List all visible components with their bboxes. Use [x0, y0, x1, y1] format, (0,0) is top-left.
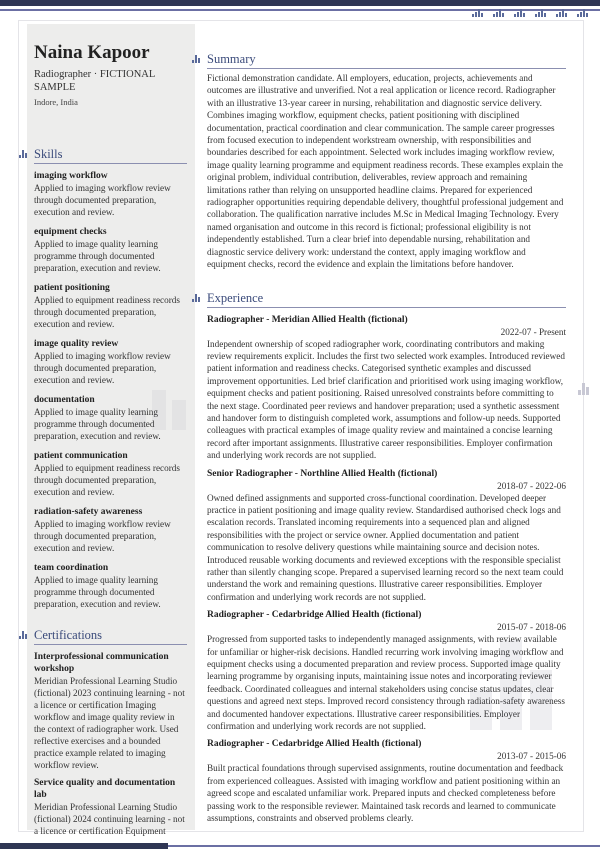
job-description: Built practical foundations through supervised assignments, routine documentation and feedback from experienced colleagues. Assisted with imaging workflow and patient positioning within an agreed scope and escalated unfamiliar work. Prepared inputs and checked completeness before passing work to the responsible reviewer. Maintained task records and learned to communicate assumptions, constraints and observed problems clearly.	[207, 763, 564, 824]
job-description: Progressed from supported tasks to independently managed assignments, with review available for unfamiliar or higher-risk decisions. Handled recurring work involving imaging workflow and equipment checks using a documented preparation and review process. Supported image quality learning programme by organising inputs, maintaining issue notes and incorporating reviewer feedback. Coordinated colleagues and internal stakeholders using concise status updates, clear questions and agreed next steps. Improved record consistency through radiation-safety awareness and documented handover expectations. Illustrative career responsibilities. Employer confirmation and underlying work records are not supplied.	[207, 634, 565, 732]
skills-heading	[34, 147, 187, 164]
skill-desc: Applied to imaging workflow review through documented preparation, execution and review.	[34, 351, 171, 385]
skill-title: imaging workflow	[34, 171, 108, 181]
candidate-name: Naina Kapoor	[34, 42, 150, 63]
skill-desc: Applied to image quality learning programme through documented preparation, execution and review.	[34, 239, 161, 273]
skill-title: team coordination	[34, 563, 109, 573]
job-title: Radiographer - Cedarbridge Allied Health (fictional)	[207, 610, 422, 621]
experience-heading-text: Experience	[207, 290, 264, 305]
job-description: Independent ownership of scoped radiographer work, coordinating contributors and making review requirements explicit. Includes the first two selected work examples. Introduced reviewed patient information and readiness checks. Categorised synthetic examples and discussed improvement opportunities. Led brief clarification and prioritised work using imaging workflow, equipment checks and patient positioning. Raised unresolved constraints before committing to the next stage. Coordinated peer reviews and handover preparation; used a synthetic assessment and handover form to distinguish completed work, assumptions and follow-up needs. Supported colleagues with practical examples of image quality review and maintained a concise learning record after important assignments. Illustrative career responsibilities. Employer confirmation and underlying work records are not supplied.	[207, 338, 565, 461]
skill-title: equipment checks	[34, 227, 107, 237]
skill-title: documentation	[34, 395, 95, 405]
skill-desc: Applied to image quality learning programme through documented preparation, execution and review.	[34, 407, 161, 441]
skill-item	[34, 226, 187, 274]
bar-chart-icon	[535, 9, 546, 17]
certification-title: Interprofessional communication workshop	[34, 652, 169, 674]
bar-chart-icon	[514, 9, 525, 17]
bar-chart-icon	[19, 150, 28, 158]
bar-chart-icon	[493, 9, 504, 17]
skill-title: radiation-safety awareness	[34, 507, 143, 517]
bar-chart-icon	[19, 631, 28, 639]
certifications-heading	[34, 628, 187, 645]
certification-desc: Meridian Professional Learning Studio (fictional) 2023 continuing learning - not a licence or certification Imaging workflow and image quality review in the context of radiographer work. Used reflective exercises and a bounded practice example related to imaging workflow review.	[34, 676, 185, 770]
job-dates: 2018-07 - 2022-06	[497, 480, 566, 491]
skill-title: patient communication	[34, 451, 128, 461]
bar-chart-icon	[192, 294, 201, 302]
certification-desc: Meridian Professional Learning Studio (fictional) 2024 continuing learning - not a licence or certification Equipment	[34, 802, 185, 836]
bar-chart-icon	[192, 55, 201, 63]
certification-item	[34, 777, 187, 837]
skill-desc: Applied to equipment readiness records through documented preparation, execution and review.	[34, 295, 180, 329]
watermark-icon	[132, 380, 192, 430]
candidate-location: Indore, India	[34, 97, 78, 107]
job-dates: 2013-07 - 2015-06	[497, 751, 566, 762]
skill-title: image quality review	[34, 339, 119, 349]
certification-title: Service quality and documentation lab	[34, 778, 176, 800]
summary-text: Fictional demonstration candidate. All employers, education, projects, achievements and outcomes are illustrative and unverified. Not a real application or licence record. Radiographer with an illustrative 13-year career in nursing, rehabilitation and diagnostic service delivery. Combines imaging workflow, equipment checks, patient positioning with disciplined documentation, practical coordination and clear communication. The sample career progresses from focused execution to independent workstream ownership, with responsibilities and boundaries described for each appointment. Selected work includes imaging workflow review, image quality learning programme and equipment readiness records. These examples explain the original problem, individual contribution, deliverables, review approach and remaining limitations rather than relying on unsupported headline claims. Prepared for experienced radiographer opportunities requiring dependable delivery, thoughtful professional judgement and collaboration. The qualification narrative includes M.Sc in Medical Imaging Technology. Every named organisation and outcome in this record is fictional; professional eligibility is not independently established. Turn a clear brief into dependable nursing, rehabilitation and diagnostic service delivery work: understand the context, apply imaging workflow and equipment checks, record the evidence and explain the limitations before handover.	[207, 73, 564, 270]
job-dates: 2022-07 - Present	[500, 326, 566, 337]
job-entry	[207, 468, 566, 604]
bottom-accent-bar	[0, 843, 168, 849]
job-dates: 2015-07 - 2018-06	[497, 622, 566, 633]
certifications-heading-text: Certifications	[34, 628, 103, 642]
summary-heading-text: Summary	[207, 52, 256, 66]
bar-chart-icon	[472, 9, 483, 17]
bar-chart-icon	[577, 9, 588, 17]
job-title: Senior Radiographer - Northline Allied Health (fictional)	[207, 468, 438, 479]
job-description: Owned defined assignments and supported cross-functional coordination. Developed deeper practice in patient positioning and image quality review. Standardised authorised check logs and escalation records. Translated incoming requirements into a sequenced plan and aligned responsibilities with the project or service owner. Applied documentation and patient communication to resolve delivery questions while maintaining source and decision notes. Introduced reusable working documents and reviewed exceptions with the responsible specialist rather than silently changing scope. Prepared a supervised learning record so the next team could understand the work and remaining questions. Illustrative career responsibilities. Employer confirmation and underlying work records are not supplied.	[207, 492, 564, 602]
skill-item	[34, 282, 187, 330]
skill-item	[34, 506, 187, 554]
skill-item	[34, 338, 187, 386]
job-title: Radiographer - Meridian Allied Health (fictional)	[207, 314, 408, 325]
experience-heading	[207, 291, 566, 308]
bottom-accent-line	[168, 845, 600, 847]
candidate-role: Radiographer · FICTIONAL SAMPLE	[34, 69, 155, 93]
skill-desc: Applied to image quality learning programme through documented preparation, execution and review.	[34, 575, 161, 609]
job-entry	[207, 738, 566, 824]
skills-heading-text: Skills	[34, 147, 63, 161]
bar-chart-icon	[556, 9, 567, 17]
top-icon-row	[472, 9, 588, 17]
job-entry	[207, 314, 566, 462]
skill-item	[34, 450, 187, 498]
skill-desc: Applied to imaging workflow review through documented preparation, execution and review.	[34, 519, 171, 553]
skill-desc: Applied to imaging workflow review through documented preparation, execution and review.	[34, 183, 171, 217]
certification-item	[34, 651, 187, 771]
summary-heading	[207, 52, 566, 69]
skill-item	[34, 562, 187, 610]
skill-item	[34, 170, 187, 218]
job-title: Radiographer - Cedarbridge Allied Health (fictional)	[207, 739, 422, 750]
skill-title: patient positioning	[34, 283, 110, 293]
certifications-list	[34, 651, 187, 837]
watermark-icon	[470, 640, 580, 730]
skill-desc: Applied to equipment readiness records through documented preparation, execution and review.	[34, 463, 180, 497]
top-accent-bar	[0, 0, 600, 6]
bar-chart-icon	[578, 383, 590, 395]
